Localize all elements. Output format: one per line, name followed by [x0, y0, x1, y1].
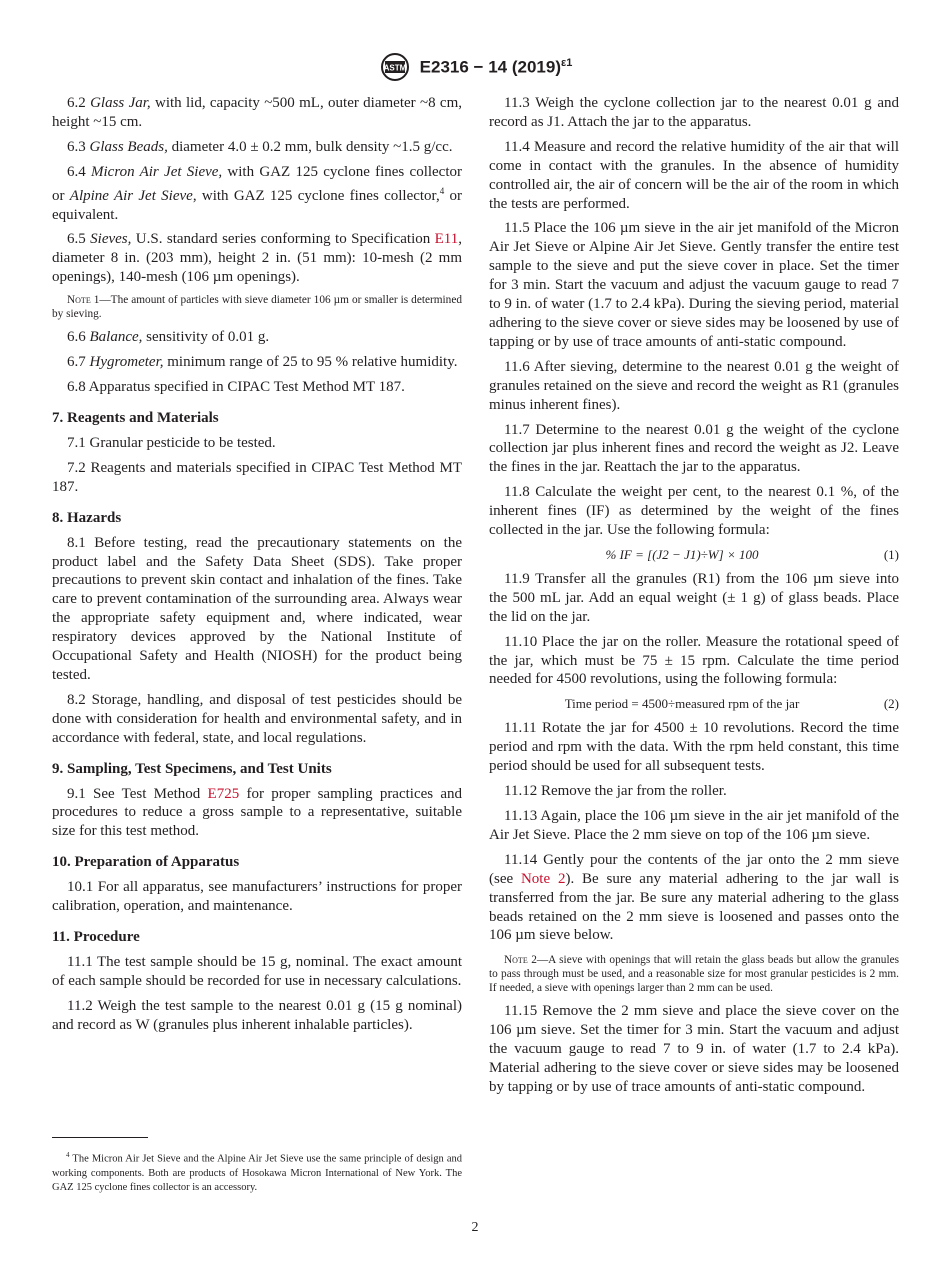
document-designation: E2316 − 14 $(2019)^{\varepsilon 1}$: [419, 56, 573, 77]
astm-logo-icon: [378, 52, 412, 82]
para-11-3: 11.3 Weigh the cyclone collection jar to the nearest 0.01 g and record as J1. Attach the jar to the apparatus.: [489, 95, 899, 130]
para-6-5: 6.5 Sieves, U.S. standard series conforming to Specification E11, diameter 8 in. (203 mm), height 2 in. (51 mm): 10-mesh (2 mm openings), 140-mesh (106 µm openings).: [52, 231, 462, 286]
equation-1-number: (1): [883, 546, 899, 562]
section-8-heading: 8. Hazards: [52, 509, 122, 526]
para-11-4: 11.4 Measure and record the relative humidity of the air that will come in contact with the granules. In the absence of humidity controlled air, the air of concern will be the air of the room in which the tests are performed.: [489, 138, 899, 212]
equation-1: [489, 546, 899, 564]
note-1: Note 1—The amount of particles with sieve diameter 106 µm or smaller is determined by sieving.: [52, 294, 462, 321]
para-11-10: 11.10 Place the jar on the roller. Measure the rotational speed of the jar, which must be 75 ± 15 rpm. Calculate the time period needed for 4500 revolutions, using the following formula:: [489, 633, 899, 688]
footnote-divider: [52, 1137, 148, 1138]
para-6-4: 6.4 Micron Air Jet Sieve, with GAZ 125 cyclone fines collector or Alpine Air Jet Sieve, with GAZ 125 cyclone fines collector,$^4$ or equivalent.: [52, 163, 463, 223]
para-8-1: 8.1 Before testing, read the precautionary statements on the product label and the Safety Data Sheet (SDS). Take proper precautions to prevent skin contact and inhalation of the fines. Take care to prevent contamination of the surrounding area. Always wear the appropriate safety equipment and, where indicated, wear respiratory devices approved by the National Institute of Occupational Safety and Health (NIOSH) for the product being tested.: [52, 534, 462, 683]
section-7-heading: 7. Reagents and Materials: [52, 409, 219, 426]
para-6-3: 6.3 Glass Beads, diameter 4.0 ± 0.2 mm, bulk density ~1.5 g/cc.: [67, 138, 453, 155]
logo-text: ASTM: [383, 63, 407, 73]
footnote-ref-4: 4: [439, 185, 445, 196]
para-11-12: 11.12 Remove the jar from the roller.: [504, 783, 727, 800]
equation-2-number: (2): [883, 696, 899, 712]
para-11-8: 11.8 Calculate the weight per cent, to the nearest 0.1 %, of the inherent fines (IF) as determined by the weight of the fines collected in the jar. Use the following formula:: [489, 484, 899, 539]
equation-2: [489, 695, 899, 713]
para-11-2: 11.2 Weigh the test sample to the nearest 0.01 g (15 g nominal) and record as W (granules plus inherent inhalable particles).: [52, 997, 462, 1033]
para-11-13: 11.13 Again, place the 106 µm sieve in the air jet manifold of the Air Jet Sieve. Place the 2 mm sieve on top of the 106 µm sieve.: [489, 808, 899, 843]
para-11-5: 11.5 Place the 106 µm sieve in the air jet manifold of the Micron Air Jet Sieve or Alpine Air Jet Sieve. Gently transfer the entire test sample to the sieve and put the sieve cover in place. Set the timer for 3 min. Start the vacuum and adjust the vacuum gauge to read 7 to 9 in. of water (1.7 to 2.4 kPa). During the sieving period, material adhering to the sieve cover or sieve sides may be loosened by use of tapping or by use of trace amounts of anti-static compound.: [489, 220, 899, 350]
para-11-15: 11.15 Remove the 2 mm sieve and place the sieve cover on the 106 µm sieve. Set the timer for 3 min. Start the vacuum and adjust the vacuum gauge to read 7 to 9 in. of water (1.7 to 2.4 kPa). Material adhering to the sieve cover or sieve sides may be loosened by tapping or by use of trace amounts of anti-static compound.: [489, 1003, 899, 1095]
equation-1-expression: % IF = [(J2 − J1)÷W] × 100: [605, 546, 759, 562]
section-11-heading: 11. Procedure: [52, 929, 140, 946]
equation-2-expression: Time period = 4500÷measured rpm of the jar: [564, 696, 800, 712]
link-e725[interactable]: E725: [207, 785, 240, 802]
link-note-2[interactable]: Note 2: [520, 870, 566, 887]
page-number: 2: [471, 1220, 479, 1235]
link-e11[interactable]: E11: [434, 231, 459, 248]
page-header: [0, 52, 950, 82]
para-7-2: 7.2 Reagents and materials specified in CIPAC Test Method MT 187.: [52, 459, 462, 495]
para-11-9: 11.9 Transfer all the granules (R1) from the 106 µm sieve into the 500 mL jar. Add an equal weight (± 1 g) of glass beads. Place the lid on the jar.: [489, 570, 899, 625]
para-9-1: 9.1 See Test Method E725 for proper sampling practices and procedures to reduce a gross sample to a representative, suitable size for this test method.: [52, 785, 463, 840]
para-11-7: 11.7 Determine to the nearest 0.01 g the weight of the cyclone collection jar plus inherent fines and record the weight as J2. Leave the fines in the jar. Reattach the jar to the apparatus.: [489, 421, 899, 476]
para-6-6: 6.6 Balance, sensitivity of 0.01 g.: [67, 329, 270, 346]
para-6-8: 6.8 Apparatus specified in CIPAC Test Method MT 187.: [67, 378, 405, 395]
note-2: Note 2—A sieve with openings that will retain the glass beads but allow the granules to pass through must be used, and a reasonable size for most granular pesticides is 2 mm. If needed, a sieve with openings larger than 2 mm can be used.: [489, 954, 899, 995]
para-11-1: 11.1 The test sample should be 15 g, nominal. The exact amount of each sample should be recorded for use in necessary calculations.: [52, 954, 462, 989]
para-10-1: 10.1 For all apparatus, see manufacturers’ instructions for proper calibration, operation, and maintenance.: [52, 879, 462, 915]
para-11-11: 11.11 Rotate the jar for 4500 ± 10 revolutions. Record the time period and rpm with the data. With the rpm held constant, this time period should be used for all subsequent tests.: [489, 720, 899, 775]
epsilon-superscript: ε1: [560, 56, 573, 69]
right-column: [489, 94, 899, 1103]
left-column: [52, 94, 462, 1041]
para-7-1: 7.1 Granular pesticide to be tested.: [67, 434, 276, 451]
section-9-heading: 9. Sampling, Test Specimens, and Test Units: [52, 760, 332, 777]
para-11-14: 11.14 Gently pour the contents of the jar onto the 2 mm sieve (see Note 2). Be sure any material adhering to the jar wall is transferred from the jar. Be sure any material adhering to the glass beads retained on the 2 mm sieve is loosened and passes onto the 106 µm sieve below.: [489, 851, 899, 944]
para-11-6: 11.6 After sieving, determine to the nearest 0.01 g the weight of granules retained on the sieve and record the weight as R1 (granules minus inherent fines).: [489, 358, 899, 413]
para-6-2: 6.2 Glass Jar, with lid, capacity ~500 mL, outer diameter ~8 cm, height ~15 cm.: [52, 95, 462, 130]
footnote-4: $^4$ The Micron Air Jet Sieve and the Alpine Air Jet Sieve use the same principle of design and working components. Both are products of Hosokawa Micron International of New York. The GAZ 125 cyclone fines collector is an accessory.: [52, 1151, 462, 1193]
para-6-7: 6.7 Hygrometer, minimum range of 25 to 95 % relative humidity.: [67, 354, 458, 371]
section-10-heading: 10. Preparation of Apparatus: [52, 854, 240, 871]
para-8-2: 8.2 Storage, handling, and disposal of test pesticides should be done with consideration for health and environmental safety, and in accordance with federal, state, and local regulations.: [52, 691, 462, 746]
